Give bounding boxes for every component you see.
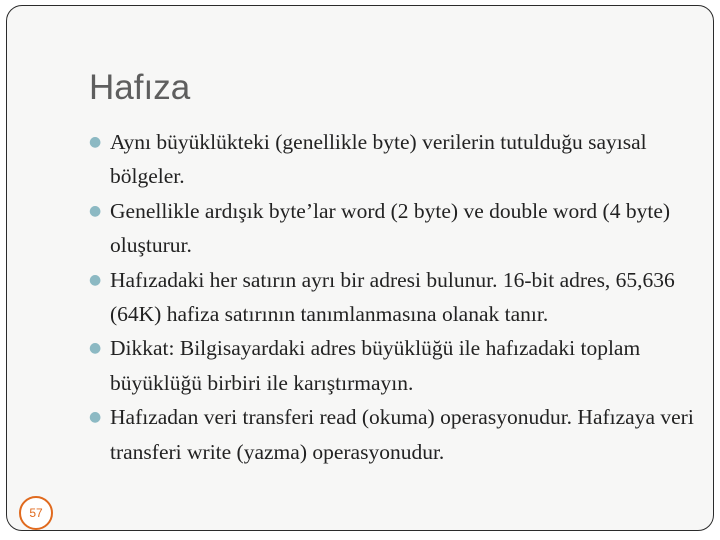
bullet-item (85, 400, 695, 469)
bullet-dot-icon: ● (89, 202, 102, 219)
slide-frame (6, 5, 714, 531)
bullet-text: Dikkat: Bilgisayardaki adres büyüklüğü ile hafızadaki toplam büyüklüğü birbiri ile karıştırmayın. (110, 336, 641, 395)
bullet-dot-icon: ● (89, 271, 102, 288)
bullet-text: Aynı büyüklükteki (genellikle byte) verilerin tutulduğu sayısal bölgeler. (110, 130, 647, 189)
bullet-item (85, 263, 695, 332)
bullet-text: Genellikle ardışık byte’lar word (2 byte) ve double word (4 byte) oluşturur. (110, 198, 671, 258)
bullet-text: Hafızadaki her satırın ayrı bir adresi bulunur. 16-bit adres, 65,636 (64K) hafiza satırının tanımlanmasına olanak tanır. (110, 267, 675, 327)
bullet-dot-icon: ● (89, 134, 102, 150)
bullet-text: Hafızadan veri transferi read (okuma) operasyonudur. Hafızaya veri transferi write (yazma) operasyonudur. (110, 405, 694, 464)
slide-title: Hafıza (89, 68, 191, 107)
bullet-dot-icon: ● (89, 340, 102, 357)
bullet-dot-icon: ● (89, 409, 102, 426)
bullet-item (85, 194, 695, 263)
bullet-item (85, 125, 695, 194)
page-number-badge: 57 (19, 496, 53, 530)
bullet-item (85, 331, 695, 400)
bullet-list (85, 125, 695, 469)
